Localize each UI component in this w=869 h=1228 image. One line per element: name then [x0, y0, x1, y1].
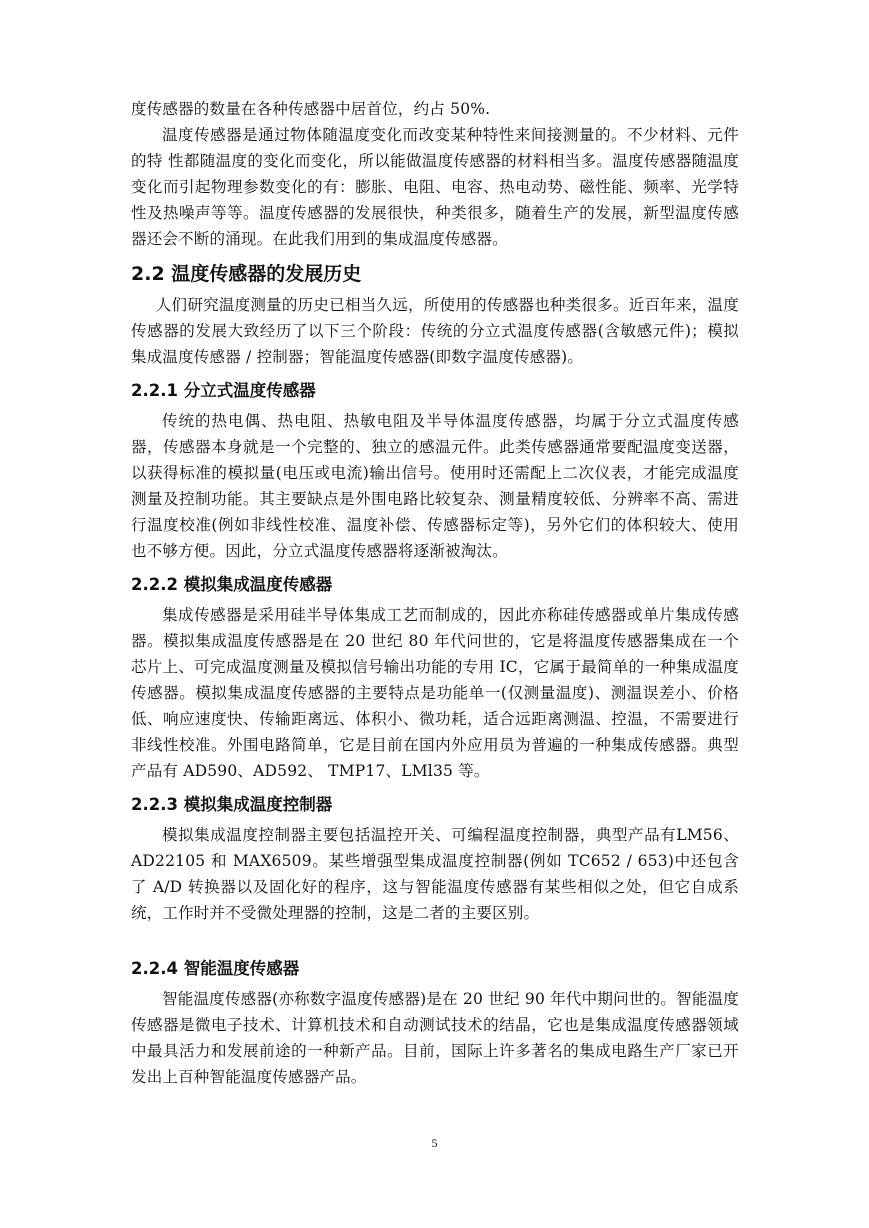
- paragraph-history: 人们研究温度测量的历史已相当久远，所使用的传感器也种类很多。近百年来，温度传感器的发展大致经历了以下三个阶段：传统的分立式温度传感器(含敏感元件)；模拟集成温度传感器 / 控制器；智能温度传感器(即数字温度传感器)。: [131, 296, 739, 366]
- document-body: [131, 96, 739, 1090]
- section-spacer: [131, 926, 739, 948]
- paragraph-discrete-sensor: 传统的热电偶、热电阻、热敏电阻及半导体温度传感器，均属于分立式温度传感器，传感器本身就是一个完整的、独立的感温元件。此类传感器通常要配温度变送器，以获得标准的模拟量(电压或电流)输出信号。使用时还需配上二次仪表，才能完成温度测量及控制功能。其主要缺点是外围电路比较复杂、测量精度较低、分辨率不高、需进行温度校准(例如非线性校准、温度补偿、传感器标定等)，另外它们的体积较大、使用也不够方便。因此，分立式温度传感器将逐渐被淘汰。: [131, 412, 739, 560]
- paragraph-analog-integrated-sensor: 集成传感器是采用硅半导体集成工艺而制成的，因此亦称硅传感器或单片集成传感器。模拟集成温度传感器是在 20 世纪 80 年代问世的，它是将温度传感器集成在一个芯片上、可完成温度测量及模拟信号输出功能的专用 IC，它属于最简单的一种集成温度传感器。模拟集成温度传感器的主要特点是功能单一(仅测量温度)、测温误差小、价格低、响应速度快、传输距离远、体积小、微功耗，适合远距离测温、控温，不需要进行非线性校准。外围电路简单，它是目前在国内外应用员为普遍的一种集成传感器。典型产品有 AD590、AD592、 TMP17、LMl35 等。: [131, 606, 739, 780]
- section-heading-2-2: 2.2 温度传感器的发展历史: [131, 263, 362, 285]
- paragraph-temperature-sensor-principle: 温度传感器是通过物体随温度变化而改变某种特性来间接测量的。不少材料、元件的特 性都随温度的变化而变化，所以能做温度传感器的材料相当多。温度传感器随温度变化而引起物理参数变化的有：膨胀、电阻、电容、热电动势、磁性能、频率、光学特性及热噪声等等。温度传感器的发展很快，种类很多，随着生产的发展，新型温度传感器还会不断的涌现。在此我们用到的集成温度传感器。: [131, 126, 739, 248]
- section-heading-2-2-4: 2.2.4 智能温度传感器: [131, 959, 300, 978]
- section-heading-2-2-2: 2.2.2 模拟集成温度传感器: [131, 575, 333, 594]
- section-heading-2-2-1: 2.2.1 分立式温度传感器: [131, 381, 316, 400]
- paragraph-smart-sensor: 智能温度传感器(亦称数字温度传感器)是在 20 世纪 90 年代中期问世的。智能温度传感器是微电子技术、计算机技术和自动测试技术的结晶，它也是集成温度传感器领域中最具活力和发展前途的一种新产品。目前，国际上许多著名的集成电路生产厂家已开发出上百种智能温度传感器产品。: [131, 990, 739, 1086]
- paragraph-analog-integrated-controller: 模拟集成温度控制器主要包括温控开关、可编程温度控制器，典型产品有LM56、 AD22105 和 MAX6509。某些增强型集成温度控制器(例如 TC652 / 653)中还包含了 A/D 转换器以及固化好的程序，这与智能温度传感器有某些相似之处，但它自成系统，工作时并不受微处理器的控制，这是二者的主要区别。: [131, 826, 739, 922]
- section-heading-2-2-3: 2.2.3 模拟集成温度控制器: [131, 795, 333, 814]
- page-number: 5: [431, 1136, 438, 1150]
- paragraph-continuation: 度传感器的数量在各种传感器中居首位，约占 50%.: [131, 100, 491, 118]
